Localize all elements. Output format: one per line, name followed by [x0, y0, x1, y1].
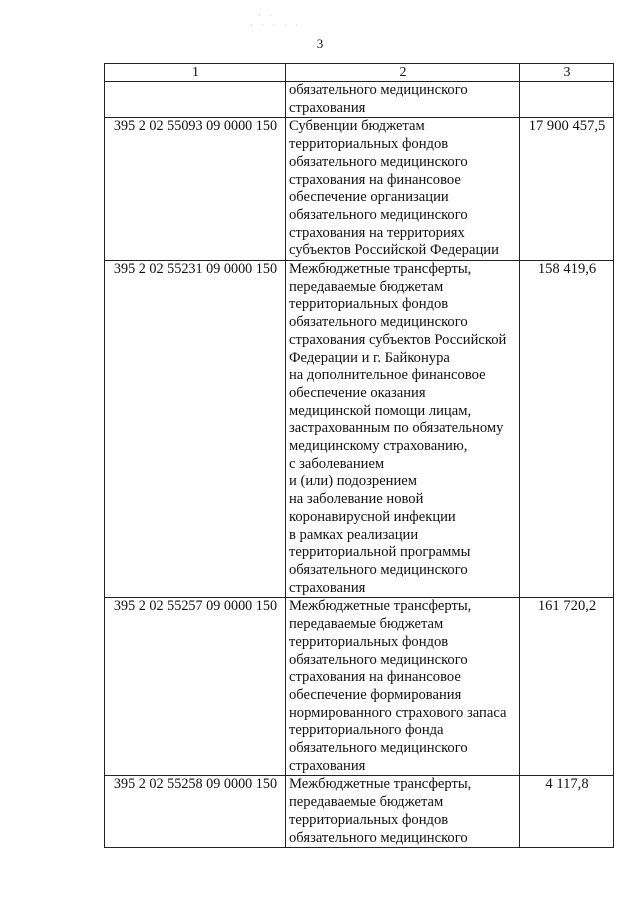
- budget-code-cell: 395 2 02 55231 09 0000 150: [105, 261, 286, 598]
- description-line: медицинской помощи лицам,: [289, 402, 472, 419]
- amount-cell: [520, 118, 614, 261]
- description-line: субъектов Российской Федерации: [289, 242, 499, 259]
- description-line: обязательного медицинского: [289, 561, 468, 578]
- description-line: территориальных фондов: [289, 811, 449, 828]
- amount-cell: [520, 776, 614, 848]
- description-line: коронавирусной инфекции: [289, 508, 456, 525]
- description-line: территориальных фондов: [289, 633, 449, 650]
- description-line: территориальных фондов: [289, 296, 449, 313]
- amount-value: 161 720,2: [537, 598, 597, 615]
- description-line: обязательного медицинского: [289, 829, 468, 846]
- description-line: на дополнительное финансовое: [289, 367, 486, 384]
- budget-codes-table: [104, 63, 614, 848]
- description-line: страхования: [289, 99, 366, 116]
- description-cell: [286, 598, 520, 776]
- description-line: и (или) подозрением: [289, 473, 418, 490]
- amount-value: 158 419,6: [537, 261, 597, 278]
- description-line: с заболеванием: [289, 455, 385, 472]
- description-line: обеспечение формирования: [289, 686, 462, 703]
- column-number-header: 2: [286, 64, 520, 82]
- description-line: территориальных фондов: [289, 136, 449, 153]
- description-line: передаваемые бюджетам: [289, 794, 444, 811]
- description-line: территориальной программы: [289, 544, 471, 561]
- description-line: территориального фонда: [289, 722, 444, 739]
- column-number-row: [105, 64, 614, 82]
- amount-value: 4 117,8: [545, 776, 589, 793]
- description-line: Федерации и г. Байконура: [289, 349, 450, 366]
- scan-artifact: · ·: [258, 10, 276, 20]
- column-number-header: 3: [520, 64, 614, 82]
- description-line: обязательного медицинского: [289, 206, 468, 223]
- table-row: [105, 598, 614, 776]
- amount-value: 17 900 457,5: [528, 118, 606, 135]
- description-line: страхования субъектов Российской: [289, 331, 507, 348]
- page-number: 3: [316, 36, 324, 51]
- description-line: обязательного медицинского: [289, 153, 468, 170]
- description-line: обеспечение оказания: [289, 384, 426, 401]
- table-body: [105, 82, 614, 848]
- description-line: обеспечение организации: [289, 189, 449, 206]
- description-line: страхования: [289, 579, 366, 596]
- table-row: [105, 118, 614, 261]
- scan-artifact: · · · · ·: [250, 20, 301, 30]
- amount-cell: [520, 261, 614, 598]
- description-line: страхования: [289, 757, 366, 774]
- budget-code-cell: 395 2 02 55257 09 0000 150: [105, 598, 286, 776]
- description-line: Межбюджетные трансферты,: [289, 261, 472, 278]
- description-line: застрахованным по обязательному: [289, 420, 504, 437]
- description-line: медицинскому страхованию,: [289, 438, 468, 455]
- description-cell: [286, 261, 520, 598]
- description-cell: [286, 776, 520, 848]
- description-line: обязательного медицинского: [289, 651, 468, 668]
- table-row: [105, 82, 614, 118]
- description-line: обязательного медицинского: [289, 82, 468, 98]
- description-cell: [286, 82, 520, 118]
- column-number-header: 1: [105, 64, 286, 82]
- description-line: передаваемые бюджетам: [289, 278, 444, 295]
- budget-code-cell: [105, 82, 286, 118]
- description-line: передаваемые бюджетам: [289, 616, 444, 633]
- amount-cell: [520, 82, 614, 118]
- table-row: [105, 776, 614, 848]
- description-line: обязательного медицинского: [289, 314, 468, 331]
- budget-code-cell: 395 2 02 55258 09 0000 150: [105, 776, 286, 848]
- description-cell: [286, 118, 520, 261]
- description-line: Межбюджетные трансферты,: [289, 598, 472, 615]
- description-line: страхования на финансовое: [289, 669, 461, 686]
- description-line: страхования на территориях: [289, 224, 465, 241]
- table-row: [105, 261, 614, 598]
- description-line: на заболевание новой: [289, 491, 424, 508]
- budget-code-cell: 395 2 02 55093 09 0000 150: [105, 118, 286, 261]
- description-line: нормированного страхового запаса: [289, 704, 507, 721]
- description-line: Субвенции бюджетам: [289, 118, 425, 135]
- description-line: в рамках реализации: [289, 526, 419, 543]
- description-line: страхования на финансовое: [289, 171, 461, 188]
- amount-cell: [520, 598, 614, 776]
- description-line: обязательного медицинского: [289, 740, 468, 757]
- description-line: Межбюджетные трансферты,: [289, 776, 472, 793]
